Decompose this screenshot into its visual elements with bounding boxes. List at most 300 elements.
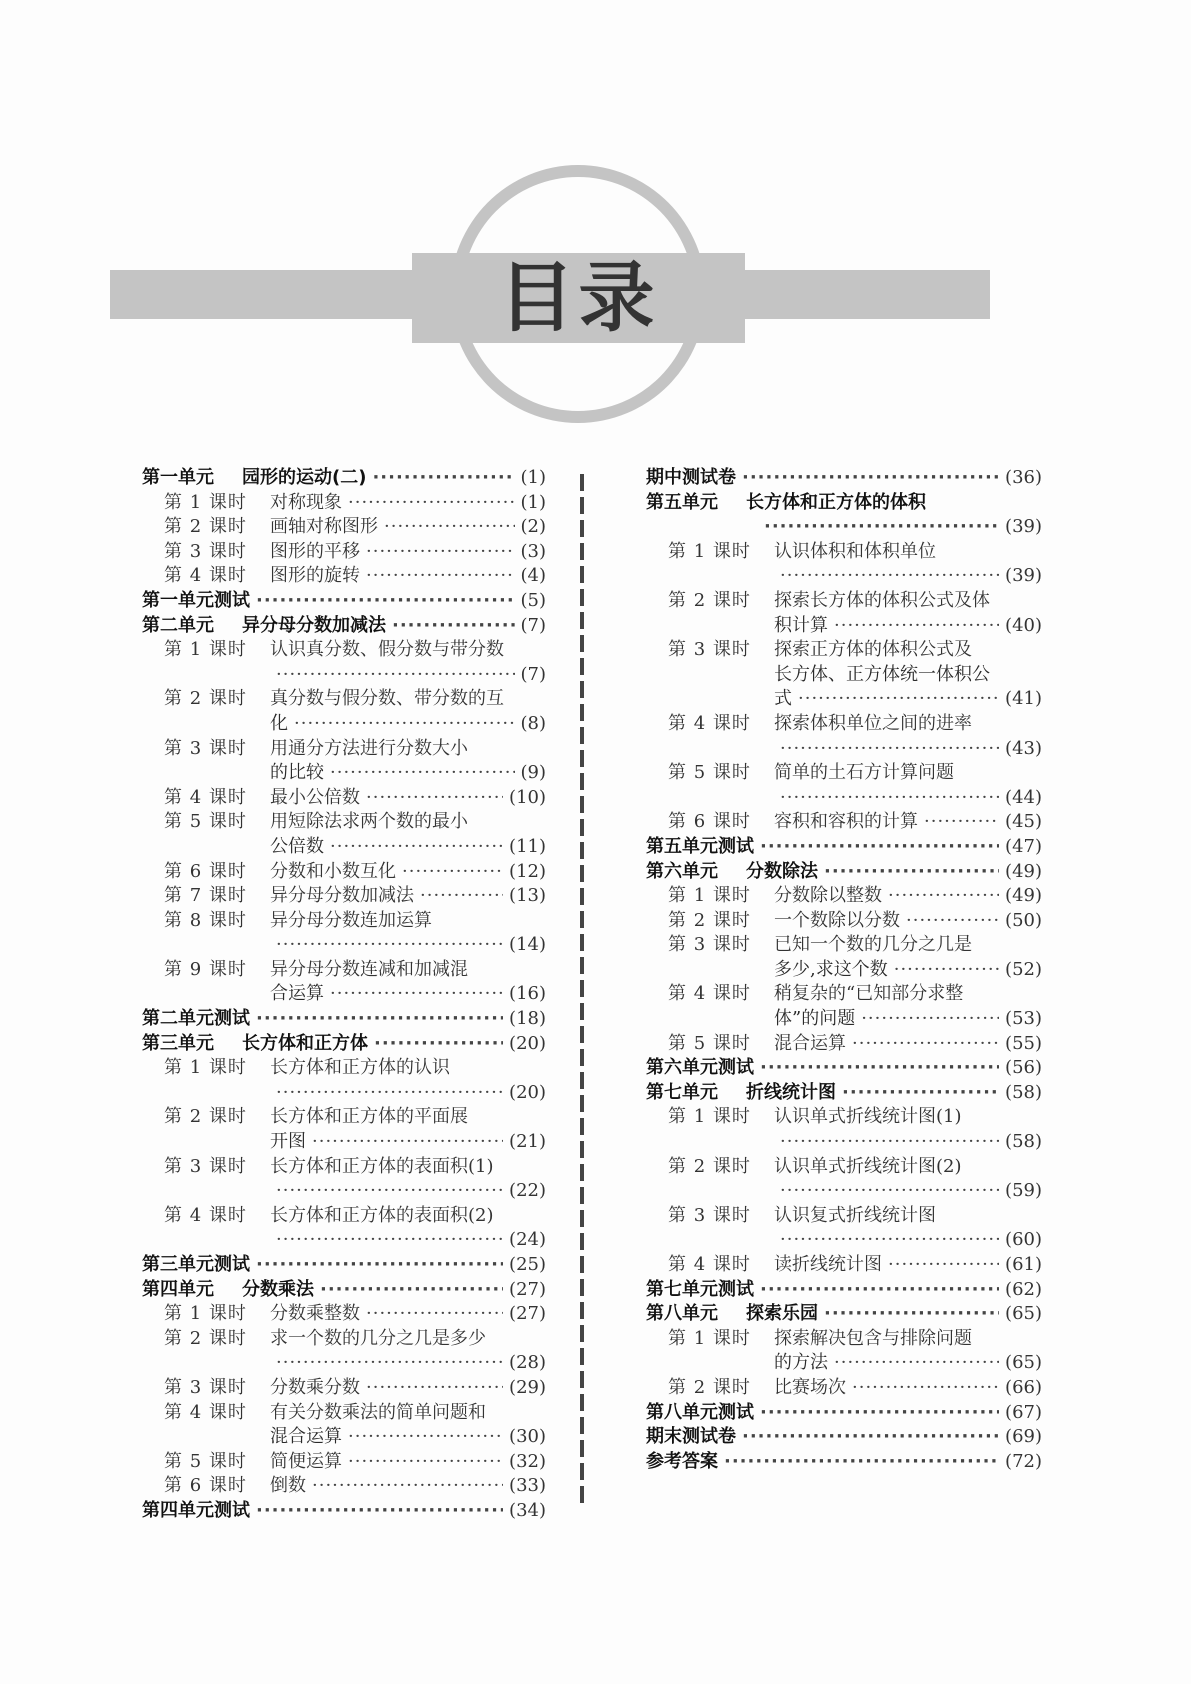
toc-lesson-entry[interactable]: [142, 1105, 546, 1154]
lesson-title-continued: [668, 1130, 1042, 1155]
lesson-number: 第 5 课时: [164, 811, 247, 833]
leader-dots: [366, 564, 515, 589]
lesson-title-continued: [164, 982, 546, 1007]
lesson-title: 长方体和正方体的表面积(1): [270, 1155, 494, 1177]
lesson-title: 倒数: [270, 1475, 306, 1497]
leader-dots: [402, 860, 503, 885]
test-row: [646, 1278, 1042, 1303]
lesson-row: [668, 712, 1042, 737]
unit-label: 第七单元: [646, 1081, 718, 1103]
leader-dots: [276, 933, 503, 958]
toc-unit-entry[interactable]: [142, 614, 546, 639]
page-number: (43): [1005, 737, 1042, 759]
lesson-title-line: 混合运算: [270, 1426, 342, 1448]
test-row: [142, 589, 546, 614]
toc-lesson-entry[interactable]: [646, 1155, 1042, 1204]
toc-lesson-entry[interactable]: [142, 687, 546, 736]
toc-lesson-entry[interactable]: [646, 982, 1042, 1031]
leader-dots: [276, 1179, 503, 1204]
lesson-title: 图形的平移: [270, 540, 360, 562]
lesson-row: [668, 638, 1042, 663]
unit-title: 分数乘法: [242, 1278, 314, 1300]
leader-dots: [276, 1228, 503, 1253]
unit-title: 折线统计图: [746, 1081, 836, 1103]
toc-unit-entry[interactable]: [142, 1032, 546, 1057]
lesson-row: [164, 884, 546, 909]
lesson-row: [164, 1056, 546, 1081]
toc-lesson-entry[interactable]: [142, 786, 546, 811]
toc-lesson-entry[interactable]: [142, 958, 546, 1007]
lesson-title-continued: [668, 687, 1042, 712]
page-number: (21): [509, 1131, 546, 1153]
leader-dots: [780, 737, 999, 762]
lesson-title: 探索体积单位之间的进率: [774, 712, 972, 734]
lesson-number: 第 1 课时: [668, 1327, 751, 1349]
leader-dots: [760, 1401, 999, 1426]
unit-title-continued: [646, 515, 1042, 540]
unit-row: [646, 1302, 1042, 1327]
page-number: (29): [509, 1376, 546, 1398]
toc-test-entry[interactable]: [646, 1278, 1042, 1303]
toc-lesson-entry[interactable]: [142, 1327, 546, 1376]
toc-lesson-entry[interactable]: [142, 515, 546, 540]
toc-lesson-entry[interactable]: [142, 909, 546, 958]
leader-dots: [384, 515, 515, 540]
lesson-title-continued: [668, 1179, 1042, 1204]
leader-dots: [256, 1007, 503, 1032]
toc-lesson-entry[interactable]: [142, 564, 546, 589]
lesson-row: [668, 1327, 1042, 1352]
lesson-number: 第 2 课时: [668, 1376, 751, 1398]
lesson-title: 探索解决包含与排除问题: [774, 1327, 972, 1349]
lesson-title-line: 开图: [270, 1131, 306, 1153]
lesson-title: 稍复杂的“已知部分求整: [774, 983, 964, 1005]
toc-lesson-entry[interactable]: [646, 1032, 1042, 1057]
page-number: (9): [520, 762, 546, 784]
lesson-number: 第 9 课时: [164, 958, 247, 980]
lesson-title: 异分母分数连减和加减混: [270, 958, 468, 980]
unit-row: [142, 1278, 546, 1303]
page-number: (58): [1005, 1131, 1042, 1153]
lesson-title: 用短除法求两个数的最小: [270, 811, 468, 833]
lesson-number: 第 3 课时: [164, 540, 247, 562]
lesson-row: [668, 1376, 1042, 1401]
page-number: (40): [1005, 614, 1042, 636]
toc-unit-entry[interactable]: [142, 466, 546, 491]
leader-dots: [888, 1253, 999, 1278]
unit-row: [646, 860, 1042, 885]
lesson-title: 求一个数的几分之几是多少: [270, 1327, 486, 1349]
leader-dots: [320, 1278, 503, 1303]
page-number: (14): [509, 934, 546, 956]
leader-dots: [764, 515, 999, 540]
toc-test-entry[interactable]: [142, 1253, 546, 1278]
lesson-title-continued: [164, 1179, 546, 1204]
unit-label: 第四单元: [142, 1278, 214, 1300]
page-number: (2): [520, 516, 546, 538]
page-number: (33): [509, 1475, 546, 1497]
toc-lesson-entry[interactable]: [646, 810, 1042, 835]
test-label: 期末测试卷: [646, 1426, 736, 1448]
lesson-number: 第 3 课时: [668, 639, 751, 661]
leader-dots: [861, 1007, 999, 1032]
lesson-number: 第 4 课时: [164, 565, 247, 587]
page-number: (72): [1005, 1450, 1042, 1472]
page-number: (5): [520, 589, 546, 611]
lesson-title-line: 的比较: [270, 762, 324, 784]
leader-dots: [842, 1081, 999, 1106]
lesson-row: [164, 1327, 546, 1352]
lesson-number: 第 4 课时: [668, 1254, 751, 1275]
page-number: (45): [1005, 811, 1042, 833]
page-number: (7): [520, 663, 546, 685]
toc-test-entry[interactable]: [646, 835, 1042, 860]
toc-lesson-entry[interactable]: [646, 1376, 1042, 1401]
toc-unit-entry[interactable]: [646, 1081, 1042, 1106]
lesson-row: [164, 810, 546, 835]
lesson-row: [668, 589, 1042, 614]
leader-dots: [906, 909, 999, 934]
unit-row: [646, 491, 1042, 516]
toc-lesson-entry[interactable]: [142, 1302, 546, 1327]
toc-lesson-entry[interactable]: [646, 1327, 1042, 1376]
leader-dots: [420, 884, 503, 909]
lesson-number: 第 2 课时: [668, 1155, 751, 1177]
toc-lesson-entry[interactable]: [646, 589, 1042, 638]
lesson-title: 一个数除以分数: [774, 909, 900, 931]
lesson-row: [668, 1032, 1042, 1057]
page-number: (65): [1005, 1352, 1042, 1374]
page-number: (12): [509, 860, 546, 882]
lesson-title-line: 多少,求这个数: [774, 958, 888, 980]
leader-dots: [348, 1425, 503, 1450]
lesson-title-continued: [164, 1130, 546, 1155]
page-number: (1): [520, 491, 546, 513]
toc-test-entry[interactable]: [646, 1425, 1042, 1450]
page-number: (18): [509, 1008, 546, 1030]
lesson-title: 读折线统计图: [774, 1254, 882, 1275]
toc-lesson-entry[interactable]: [646, 909, 1042, 934]
toc-unit-entry[interactable]: [646, 1302, 1042, 1327]
leader-dots: [888, 884, 999, 909]
lesson-title-continued: [164, 1081, 546, 1106]
leader-dots: [834, 1351, 999, 1376]
lesson-title: 认识复式折线统计图: [774, 1204, 936, 1226]
lesson-number: 第 5 课时: [668, 762, 751, 784]
lesson-row: [668, 1105, 1042, 1130]
lesson-number: 第 4 课时: [668, 983, 751, 1005]
page-number: (65): [1005, 1303, 1042, 1325]
toc-lesson-entry[interactable]: [142, 1204, 546, 1253]
test-row: [142, 1007, 546, 1032]
toc-lesson-entry[interactable]: [646, 1204, 1042, 1253]
toc-lesson-entry[interactable]: [142, 1474, 546, 1499]
lesson-row: [164, 1450, 546, 1475]
lesson-row: [668, 884, 1042, 909]
test-row: [646, 835, 1042, 860]
page-number: (67): [1005, 1401, 1042, 1423]
page-number: (44): [1005, 786, 1042, 808]
toc-lesson-entry[interactable]: [142, 810, 546, 859]
lesson-title-continued: [164, 712, 546, 737]
column-divider: [580, 474, 584, 1504]
lesson-row: [668, 1253, 1042, 1278]
leader-dots: [348, 491, 515, 516]
leader-dots: [256, 589, 515, 614]
lesson-title: 探索正方体的体积公式及: [774, 639, 972, 661]
leader-dots: [312, 1474, 503, 1499]
lesson-title-continued: [164, 1425, 546, 1450]
toc-right-column: [646, 466, 1042, 1474]
page-number: (69): [1005, 1426, 1042, 1448]
leader-dots: [780, 564, 999, 589]
leader-dots: [276, 663, 515, 688]
lesson-number: 第 1 课时: [668, 1106, 751, 1128]
toc-test-entry[interactable]: [646, 466, 1042, 491]
lesson-title: 简便运算: [270, 1450, 342, 1472]
lesson-title: 图形的旋转: [270, 565, 360, 587]
toc-lesson-entry[interactable]: [142, 860, 546, 885]
lesson-number: 第 1 课时: [164, 491, 247, 513]
toc-lesson-entry[interactable]: [142, 1450, 546, 1475]
lesson-row: [668, 761, 1042, 786]
toc-lesson-entry[interactable]: [646, 761, 1042, 810]
toc-lesson-entry[interactable]: [646, 933, 1042, 982]
lesson-row: [668, 810, 1042, 835]
toc-lesson-entry[interactable]: [142, 638, 546, 687]
toc-lesson-entry[interactable]: [142, 737, 546, 786]
toc-lesson-entry[interactable]: [646, 712, 1042, 761]
lesson-title-line: 式: [774, 688, 792, 710]
test-label: 参考答案: [646, 1450, 718, 1472]
lesson-title-continued: [668, 1228, 1042, 1253]
page-number: (1): [520, 467, 546, 488]
page-number: (59): [1005, 1180, 1042, 1202]
leader-dots: [276, 1351, 503, 1376]
page-number: (30): [509, 1426, 546, 1448]
toc-lesson-entry[interactable]: [142, 1155, 546, 1204]
lesson-row: [668, 933, 1042, 958]
page-number: (47): [1005, 835, 1042, 857]
lesson-title: 分数除以整数: [774, 885, 882, 907]
lesson-row: [164, 564, 546, 589]
unit-title: 分数除法: [746, 860, 818, 882]
unit-row: [142, 466, 546, 491]
toc-lesson-entry[interactable]: [142, 540, 546, 565]
lesson-row: [164, 515, 546, 540]
lesson-number: 第 3 课时: [164, 737, 247, 759]
leader-dots: [366, 1376, 503, 1401]
toc-lesson-entry[interactable]: [142, 884, 546, 909]
leader-dots: [824, 1302, 999, 1327]
unit-row: [142, 1032, 546, 1057]
leader-dots: [824, 860, 999, 885]
page-number: (36): [1005, 467, 1042, 488]
lesson-title: 长方体和正方体的认识: [270, 1057, 450, 1079]
lesson-row: [164, 540, 546, 565]
lesson-title: 认识真分数、假分数与带分数: [270, 639, 504, 661]
lesson-row: [668, 540, 1042, 565]
test-label: 期中测试卷: [646, 467, 736, 488]
lesson-number: 第 7 课时: [164, 885, 247, 907]
lesson-title: 认识单式折线统计图(2): [774, 1155, 962, 1177]
leader-dots: [366, 540, 515, 565]
lesson-title: 已知一个数的几分之几是: [774, 934, 972, 956]
lesson-title-continued: [164, 1228, 546, 1253]
leader-dots: [330, 835, 503, 860]
lesson-title-continued: [164, 933, 546, 958]
lesson-number: 第 4 课时: [164, 1401, 247, 1423]
toc-test-entry[interactable]: [646, 1450, 1042, 1475]
toc-lesson-entry[interactable]: [646, 1105, 1042, 1154]
page-number: (58): [1005, 1081, 1042, 1103]
lesson-row: [668, 1155, 1042, 1180]
lesson-number: 第 1 课时: [668, 540, 751, 562]
toc-test-entry[interactable]: [646, 1056, 1042, 1081]
lesson-title: 比赛场次: [774, 1376, 846, 1398]
leader-dots: [276, 1081, 503, 1106]
toc-test-entry[interactable]: [142, 589, 546, 614]
page-number: (7): [520, 614, 546, 636]
lesson-number: 第 8 课时: [164, 909, 247, 931]
leader-dots: [798, 687, 999, 712]
toc-unit-entry[interactable]: [142, 1278, 546, 1303]
lesson-title-continued: [668, 1007, 1042, 1032]
test-label: 第一单元测试: [142, 589, 250, 611]
lesson-title: 异分母分数连加运算: [270, 909, 432, 931]
lesson-title-continued: [164, 835, 546, 860]
lesson-number: 第 4 课时: [164, 786, 247, 808]
leader-dots: [760, 1056, 999, 1081]
page-number: (55): [1005, 1032, 1042, 1054]
leader-dots: [924, 810, 999, 835]
leader-dots: [780, 786, 999, 811]
unit-label: 第一单元: [142, 467, 214, 488]
page-number: (34): [509, 1499, 546, 1521]
page-number: (52): [1005, 958, 1042, 980]
lesson-number: 第 3 课时: [164, 1376, 247, 1398]
unit-title: 异分母分数加减法: [242, 614, 386, 636]
leader-dots: [760, 1278, 999, 1303]
page-number: (25): [509, 1254, 546, 1275]
page-number: (49): [1005, 885, 1042, 907]
lesson-title-continued: [164, 663, 546, 688]
lesson-row: [164, 1105, 546, 1130]
lesson-number: 第 1 课时: [164, 1057, 247, 1079]
lesson-number: 第 3 课时: [668, 934, 751, 956]
toc-lesson-entry[interactable]: [646, 540, 1042, 589]
lesson-title-continued: [668, 958, 1042, 983]
toc-unit-entry[interactable]: [646, 860, 1042, 885]
toc-lesson-entry[interactable]: [646, 1253, 1042, 1278]
lesson-row: [164, 737, 546, 762]
toc-lesson-entry[interactable]: [142, 1401, 546, 1450]
page-number: (3): [520, 540, 546, 562]
page-number: (16): [509, 983, 546, 1005]
lesson-title-line: 长方体、正方体统一体积公: [774, 663, 990, 685]
toc-lesson-entry[interactable]: [142, 1056, 546, 1105]
lesson-title: 画轴对称图形: [270, 516, 378, 538]
lesson-title-continued: [668, 786, 1042, 811]
lesson-title: 探索长方体的体积公式及体: [774, 589, 990, 611]
toc-test-entry[interactable]: [646, 1401, 1042, 1426]
page-number: (4): [520, 565, 546, 587]
lesson-title: 分数和小数互化: [270, 860, 396, 882]
leader-dots: [894, 958, 999, 983]
lesson-title-continued: [164, 1351, 546, 1376]
lesson-title-line: 公倍数: [270, 835, 324, 857]
lesson-title-continued: [668, 564, 1042, 589]
lesson-title: 分数乘整数: [270, 1303, 360, 1325]
toc-lesson-entry[interactable]: [646, 638, 1042, 712]
page-number: (20): [509, 1081, 546, 1103]
leader-dots: [742, 1425, 999, 1450]
test-label: 第七单元测试: [646, 1278, 754, 1300]
leader-dots: [742, 466, 999, 491]
unit-label: 第五单元: [646, 491, 718, 513]
test-row: [142, 1499, 546, 1524]
leader-dots: [852, 1376, 999, 1401]
lesson-number: 第 3 课时: [668, 1204, 751, 1226]
lesson-title-continued: [668, 1351, 1042, 1376]
lesson-title: 对称现象: [270, 491, 342, 513]
test-label: 第四单元测试: [142, 1499, 250, 1521]
lesson-row: [164, 909, 546, 934]
leader-dots: [294, 712, 515, 737]
unit-label: 第三单元: [142, 1032, 214, 1054]
toc-unit-entry[interactable]: [646, 491, 1042, 540]
lesson-number: 第 2 课时: [164, 1106, 247, 1128]
toc-test-entry[interactable]: [142, 1007, 546, 1032]
toc-left-column: [142, 466, 546, 1524]
title-plate: [412, 253, 745, 343]
lesson-title: 认识体积和体积单位: [774, 540, 936, 562]
unit-title: 园形的运动(二): [242, 467, 367, 488]
unit-label: 第八单元: [646, 1303, 718, 1325]
lesson-number: 第 2 课时: [164, 688, 247, 710]
unit-label: 第六单元: [646, 860, 718, 882]
toc-lesson-entry[interactable]: [646, 884, 1042, 909]
lesson-title: 长方体和正方体的表面积(2): [270, 1204, 494, 1226]
leader-dots: [780, 1179, 999, 1204]
leader-dots: [312, 1130, 503, 1155]
lesson-title: 有关分数乘法的简单问题和: [270, 1401, 486, 1423]
toc-lesson-entry[interactable]: [142, 1376, 546, 1401]
test-label: 第八单元测试: [646, 1401, 754, 1423]
lesson-title-line: 合运算: [270, 983, 324, 1005]
page-number: (60): [1005, 1229, 1042, 1251]
test-row: [142, 1253, 546, 1278]
page-number: (28): [509, 1352, 546, 1374]
page-number: (41): [1005, 688, 1042, 710]
toc-lesson-entry[interactable]: [142, 491, 546, 516]
test-row: [646, 1401, 1042, 1426]
test-label: 第二单元测试: [142, 1008, 250, 1030]
lesson-row: [164, 1155, 546, 1180]
lesson-row: [164, 1204, 546, 1229]
toc-test-entry[interactable]: [142, 1499, 546, 1524]
test-label: 第三单元测试: [142, 1254, 250, 1275]
lesson-title-line: 体”的问题: [774, 1008, 856, 1030]
leader-dots: [374, 1032, 503, 1057]
lesson-title: 分数乘分数: [270, 1376, 360, 1398]
unit-row: [142, 614, 546, 639]
page-number: (62): [1005, 1278, 1042, 1300]
lesson-number: 第 3 课时: [164, 1155, 247, 1177]
lesson-row: [164, 1401, 546, 1426]
lesson-row: [668, 909, 1042, 934]
lesson-number: 第 2 课时: [164, 1327, 247, 1349]
